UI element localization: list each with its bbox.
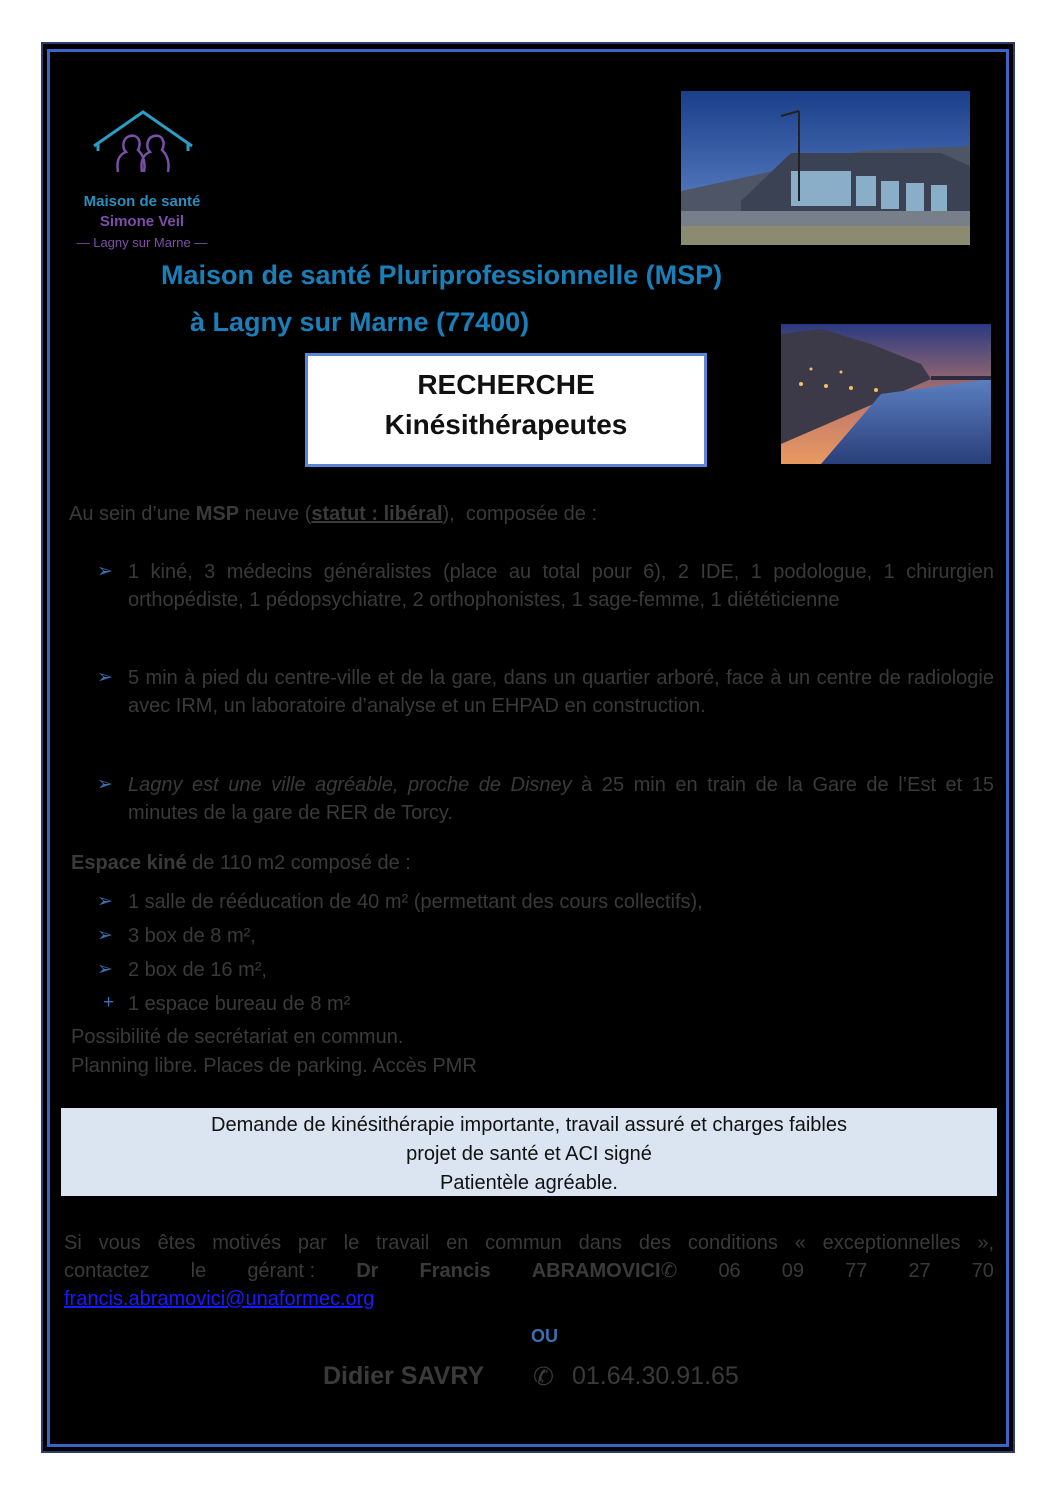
highlight-line3: Patientèle agréable. <box>440 1172 618 1194</box>
plus-bullet-icon: + <box>103 992 115 1013</box>
title-line1: Maison de santé Pluriprofessionnelle (MSP) <box>161 260 723 290</box>
planning-line: Planning libre. Places de parking. Accès PMR <box>71 1055 477 1077</box>
arrow-bullet-icon: ➢ <box>97 667 113 688</box>
intro-suffix: ), composée de : <box>442 503 598 525</box>
recherche-role: Kinésithérapeutes <box>384 409 628 440</box>
bullet-2: 5 min à pied du centre-ville et de la gare, dans un quartier arboré, face à un centre de radiologie avec IRM, un laboratoire d’analyse et un EHPAD en construction. <box>128 667 994 717</box>
intro-statut: statut : libéral <box>311 503 443 525</box>
espace-item-4: 1 espace bureau de 8 m² <box>128 993 351 1015</box>
contact-abramovici-group <box>532 1257 678 1285</box>
contact-line1: Si vous êtes motivés par le travail en commun dans des conditions « exceptionnelles », <box>64 1232 994 1254</box>
bullet-3-italic: Lagny est une ville agréable, proche de Disney <box>128 774 572 796</box>
intro-line <box>69 500 597 528</box>
logo-house-icon <box>90 108 196 183</box>
arrow-bullet-icon: ➢ <box>97 925 113 946</box>
arrow-bullet-icon: ➢ <box>97 959 113 980</box>
phone1-part: 06 <box>718 1260 741 1282</box>
espace-rest: de 110 m2 composé de : <box>186 852 411 874</box>
building-photo <box>681 91 970 245</box>
espace-heading <box>71 849 411 877</box>
logo-line2: Simone Veil <box>99 213 185 230</box>
phone1-part: 77 <box>845 1260 868 1282</box>
phone1-part: 09 <box>781 1260 804 1282</box>
espace-item-3: 2 box de 16 m², <box>128 959 267 981</box>
arrow-bullet-icon: ➢ <box>97 774 113 795</box>
recherche-box <box>305 353 707 467</box>
arrow-bullet-icon: ➢ <box>97 891 113 912</box>
ou-separator: OU <box>531 1326 558 1346</box>
arrow-bullet-icon: ➢ <box>97 561 113 582</box>
contact-word-contactez: contactez <box>64 1260 150 1282</box>
highlight-box <box>61 1108 997 1196</box>
contact-word-gerant: gérant : <box>247 1260 316 1282</box>
contact-dr: Dr <box>356 1260 379 1282</box>
title-line2: à Lagny sur Marne (77400) <box>190 307 530 337</box>
recherche-heading: RECHERCHE <box>417 369 595 400</box>
contact-name2: Didier SAVRY <box>323 1362 485 1390</box>
bullet-3 <box>128 771 994 827</box>
secretariat-line: Possibilité de secrétariat en commun. <box>71 1026 404 1048</box>
phone1-part: 70 <box>971 1260 994 1282</box>
intro-msp: MSP <box>195 503 240 525</box>
phone1-part: 27 <box>908 1260 931 1282</box>
espace-item-2: 3 box de 8 m², <box>128 925 256 947</box>
bullet-1: 1 kiné, 3 médecins généralistes (place au total pour 6), 2 IDE, 1 podologue, 1 chirurgien orthopédiste, 1 pédopsychiatre, 2 orthophonistes, 1 sage-femme, 1 diététicienne <box>128 561 994 611</box>
highlight-line2: projet de santé et ACI signé <box>406 1143 652 1165</box>
logo-line1: Maison de santé <box>83 193 201 210</box>
contact-word-le: le <box>190 1260 207 1282</box>
contact-line2 <box>64 1257 994 1285</box>
phone-icon: ✆ <box>660 1260 678 1282</box>
intro-prefix: Au sein d’une <box>69 503 196 525</box>
contact-phone2: 01.64.30.91.65 <box>572 1362 739 1390</box>
espace-item-1: 1 salle de rééducation de 40 m² (permettant des cours collectifs), <box>128 891 703 913</box>
phone-icon: ✆ <box>533 1363 554 1391</box>
espace-bold: Espace kiné <box>71 852 187 874</box>
intro-neuve: neuve ( <box>239 503 312 525</box>
highlight-line1: Demande de kinésithérapie importante, travail assuré et charges faibles <box>211 1114 847 1136</box>
contact-abramovici: ABRAMOVICI <box>531 1260 661 1282</box>
contact-francis: Francis <box>419 1260 491 1282</box>
river-photo <box>781 324 991 464</box>
email-link[interactable]: francis.abramovici@unaformec.org <box>64 1288 375 1310</box>
bullet-3-rest: à 25 min en train de la Gare de l’Est et 15 minutes de la gare de RER de Torcy. <box>128 774 994 824</box>
logo-line3: — Lagny sur Marne — <box>76 235 208 250</box>
